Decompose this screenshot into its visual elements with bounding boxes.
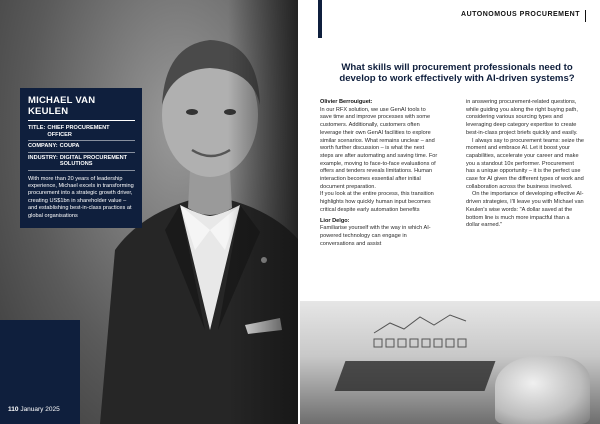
bio-key: COMPANY: [28,143,58,149]
bio-value: COUPA [59,143,80,149]
page-number: 110 [8,406,19,413]
bio-row-company [28,143,135,153]
bio-key: TITLE: [28,125,46,131]
bio-value: CHIEF PROCUREMENT OFFICER [47,125,110,138]
right-page [300,0,600,424]
photo-shadow [228,0,298,424]
bio-key: INDUSTRY: [28,154,58,161]
navy-accent [318,0,322,38]
paragraph: I always say to procurement teams: seize the moment and embrace AI. Let it boost your capabilities, accelerate your career and make you a standout 10x performer. Procurement has a unique opportunity – it is the perfect use case for AI given the different types of work and collaboration across the business involved. [466,137,584,190]
left-page [0,0,298,424]
paragraph: On the importance of developing effective AI-driven strategies, I'll leave you with Michael van Keulen's wise words: "A dollar saved at the bottom line is much more impactful than a dollar earned." [466,191,584,229]
text-column-1 [320,99,438,248]
keyboard [335,361,496,391]
bio-row-industry [28,155,135,171]
bio-row-title [28,125,135,141]
bio-name: MICHAEL VAN KEULEN [28,95,135,121]
section-divider [585,10,586,22]
bio-value: DIGITAL PROCUREMENT SOLUTIONS [59,154,128,167]
bio-box [20,88,142,228]
laptop-photo [300,301,600,424]
speaker-name: Olivier Berrouiguet: [320,99,373,105]
hologram-icons [370,309,480,359]
issue-date: January 2025 [20,406,60,413]
paragraph: in answering procurement-related questions, while guiding you along the right buying path, considering various sourcing types and leveraging deep category expertise to create best-in-class project briefs quickly and easily. [466,99,578,136]
paragraph: Familiarise yourself with the way in which AI-powered technology can engage in conversations and assist [320,225,431,247]
page-footer [8,406,60,413]
section-label: AUTONOMOUS PROCUREMENT [461,11,580,18]
speaker-name: Lior Delgo: [320,217,350,224]
paragraph: If you look at the entire process, this transition highlights how quickly human input becomes critical despite early automation benefits [320,191,434,213]
bio-text: With more than 20 years of leadership experience, Michael excels in transforming procurement into a strategic growth driver, creating US$1bn in shareholder value – and establishing best-in-class practices at global organisations [28,175,134,219]
paragraph: In our RFX solution, we use GenAI tools to save time and improve processes with some customers. Additionally, customers often leverage their own GenAI facilities to explore similar scenarios. What remains unclear – and worth further discussion – is what the next steps are after automating and saving time. For example, moving to face-to-face evaluations of offers and tenders reveals limitations. Human interaction becomes essential after initial document preparation. [320,106,438,190]
text-column-2 [466,99,584,230]
headline: What skills will procurement professionals need to develop to work effectively with AI-driven systems? [339,62,575,85]
hand [495,356,590,424]
